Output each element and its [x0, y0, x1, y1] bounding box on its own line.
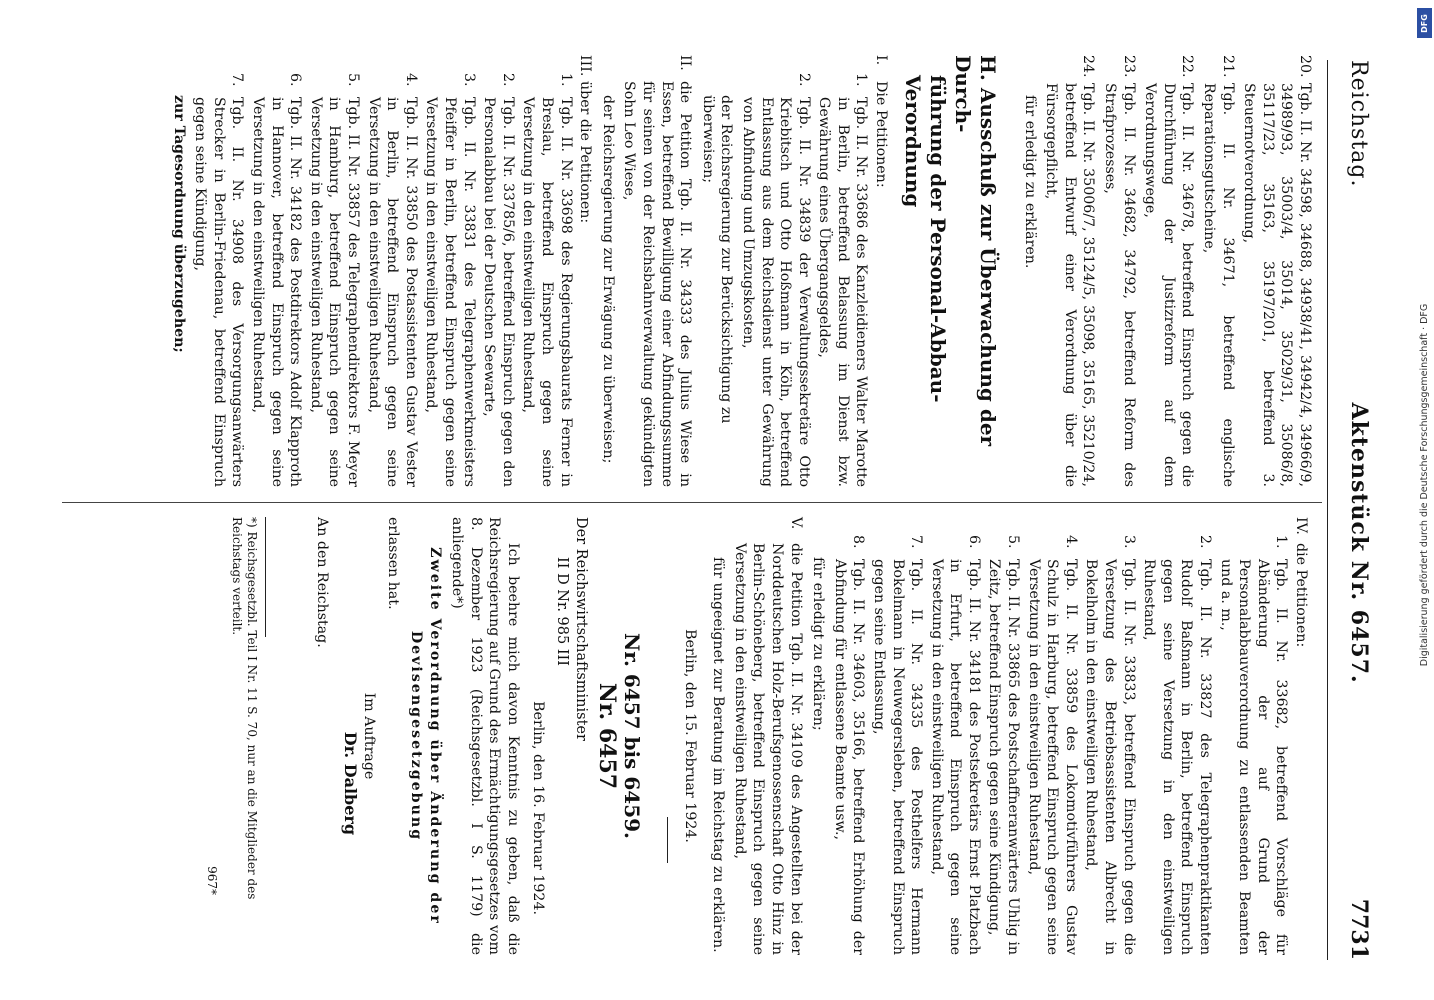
dfg-logo-text: DFG — [1420, 13, 1430, 33]
list-item — [422, 73, 478, 487]
left-column — [166, 55, 1314, 487]
list-item — [985, 535, 1022, 955]
roman-label: Die Petitionen: — [873, 81, 890, 188]
footnote: *) Reichsgesetzbl. Teil I Nr. 11 S. 70, nur an die Mitglieder des Reichstags verteilt. — [230, 517, 260, 900]
decree-title-line: Zweite Verordnung über Änderung der — [426, 547, 443, 925]
item-number: 3. — [460, 73, 477, 87]
body-paragraph-end: erlassen hat. — [385, 517, 402, 610]
item-text: Tgb. II. Nr. 34671, betreffend englische Reparationsgutscheine, — [1201, 83, 1236, 487]
digitization-strip — [1416, 8, 1434, 998]
item-number: 1. — [557, 73, 574, 87]
list-item — [249, 73, 305, 487]
item-text: Tgb. II. Nr. 34603, 35166, betreffend Erhöhung der Abfindung für entlassene Beamte usw., — [831, 559, 867, 955]
item-text: Tgb. II. Nr. 35006/7, 35124/5, 35098, 35165, 35210/24, betreffend Entwurf einer Verordnung über die Fürsorgepflicht, — [1043, 83, 1097, 487]
ministry-block — [553, 517, 590, 955]
roman-label: die Petitionen: — [1293, 543, 1309, 648]
section-heading — [900, 55, 1000, 487]
item-text: Tgb. II. Nr. 33833, betreffend Einspruch gegen die Versetzung des Betriebsassistenten Albrecht in Bokelholm in den einstweiligen Ruhestand, — [1083, 559, 1137, 955]
list-item — [738, 73, 812, 487]
addressee: An den Reichstag. — [313, 517, 330, 648]
item-number: 6. — [965, 535, 982, 549]
ministry-reference: II D Nr. 985 III — [554, 557, 571, 667]
list-item — [364, 73, 420, 487]
item-text: Tgb. II. Nr. 33859 des Lokomotivführers Gustav Schulz in Harburg, betreffend Einspruch gegen seine Versetzung in den einstweiligen Ruhestand, — [1025, 559, 1079, 955]
item-text: Tgb. II. Nr. 34335 des Posthelfers Hermann Bokelmann in Neuwegersleben, betreffend Einspruch gegen seine Entlassung, — [870, 559, 925, 955]
document-number-title: Nr. 6457 — [594, 682, 621, 790]
item-number: 5. — [1005, 535, 1022, 549]
list-item — [1141, 55, 1197, 487]
item-text: Tgb. II. Nr. 33698 des Regierungsbaurats Ferner in Breslau, betreffend Einspruch gegen seine Versetzung in den einstweiligen Ruhestand, — [520, 97, 574, 487]
list-item — [815, 73, 871, 487]
document-range-title: Nr. 6457 bis 6459. — [620, 633, 644, 839]
roman-number: I. — [873, 55, 890, 66]
item-number: 24. — [1080, 55, 1097, 78]
list-item — [1042, 55, 1098, 487]
item-text: Tgb. II. Nr. 34678, betreffend Einspruch gegen die Durchführung der Justizreform auf dem Verordnungswege, — [1142, 83, 1196, 487]
list-item — [480, 73, 517, 487]
decree-title-line: Devisengesetzgebung — [408, 630, 425, 842]
roman-text: die Petition Tgb. II. Nr. 34333 des Julius Wiese in Essen, betreffend Bewilligung einer Abfindungssumme für seinen von der Reichsbahnverwaltung gekündigten Sohn Leo Wiese, — [621, 81, 694, 487]
roman-item — [872, 55, 891, 487]
digitization-credit: Digitalisierung gefördert durch die Deutsche Forschungsgemeinschaft · DFG — [1419, 303, 1430, 667]
resolution-text: für erledigt zu erklären; — [810, 557, 827, 731]
date-line: Berlin, den 16. Februar 1924. — [529, 701, 546, 915]
item-text: Tgb. II. Nr. 33686 des Kanzleidieners Walter Marotte in Berlin, betreffend Belassung im Dienst bzw. Gewährung eines Übergangsgeldes, — [816, 97, 870, 487]
roman-label: über die Petitionen: — [577, 81, 594, 224]
footnote-rule — [265, 517, 266, 637]
roman-text: die Petition Tgb. II. Nr. 34109 des Angestellten bei der Norddeutschen Holz-Berufsgenossenschaft Otto Hinz in Berlin-Schöneberg, betreffend Einspruch gegen seine Versetzung in den einstweiligen Ruhestand, — [731, 543, 804, 955]
list-item — [1082, 535, 1138, 955]
list-item — [869, 535, 925, 955]
date-line: Berlin, den 15. Februar 1924. — [681, 629, 698, 843]
on-behalf-label: Im Auftrage — [360, 692, 377, 780]
item-number: 2. — [1197, 535, 1214, 549]
list-item — [1100, 55, 1137, 487]
column-divider — [62, 502, 1322, 503]
item-number: 2. — [499, 73, 516, 87]
right-column — [203, 517, 1315, 955]
roman-number: IV. — [1293, 517, 1309, 535]
item-text: Tgb. II. Nr. 33865 des Postschaffneranwärters Uhlig in Zeitz, betreffend Einspruch gegen seine Kündigung, — [986, 559, 1022, 955]
list-item — [191, 73, 247, 487]
item-number: 22. — [1179, 55, 1196, 78]
item-number: 1. — [853, 73, 870, 87]
item-number: 4. — [402, 73, 419, 87]
item-text: Tgb. II. Nr. 33850 des Postassistenten Gustav Vester in Berlin, betreffend Einspruch gegen seine Versetzung in den einstweiligen Ruhestand, — [365, 97, 419, 487]
item-text: Tgb. II. Nr. 34181 des Postsekretärs Ernst Platzbach in Erfurt, betreffend Einspruch gegen seine Versetzung in den einstweiligen Ruhestand, — [928, 559, 982, 955]
item-text: Tgb. II. Nr. 33857 des Telegraphendirektors F. Meyer in Hamburg, betreffend Einspruch gegen seine Versetzung in den einstweiligen Ruhestand, — [307, 97, 362, 487]
resolution-text: der Reichsregierung zur Erwägung zu überweisen; — [599, 95, 616, 464]
roman-number: III. — [577, 55, 594, 77]
roman-item — [730, 517, 804, 955]
item-number: 3. — [1120, 535, 1137, 549]
resolution-text: für ungeeignet zur Beratung im Reichstag zu erklären. — [710, 557, 727, 953]
resolution-text: der Reichsregierung zur Berücksichtigung zu überweisen; — [699, 95, 735, 424]
list-item — [1216, 535, 1290, 955]
item-text: Tgb. II. Nr. 34598, 34688, 34938/41, 34942/4, 34966/9, 34989/93, 35003/4, 35014, 35029/31, 35086/8, 35117/23, 35163, 35197/201, betreffend 3. Steuernotverordnung, — [1241, 83, 1313, 487]
item-number: 21. — [1219, 55, 1236, 78]
page-number: 7731 — [1346, 898, 1372, 960]
section-heading-line: H. Ausschuß zur Überwachung der Durch- — [951, 55, 1001, 447]
item-text: Tgb. II. Nr. 34908 des Versorgungsanwärters Strecker in Berlin-Friedenau, betreffend Einspruch gegen seine Kündigung, — [192, 97, 246, 487]
page-header — [1332, 60, 1372, 960]
roman-item — [1291, 517, 1310, 955]
item-number: 7. — [908, 535, 925, 549]
list-item — [830, 535, 867, 955]
list-item — [927, 535, 983, 955]
item-number: 7. — [229, 73, 246, 87]
list-item — [306, 73, 362, 487]
item-text: Tgb. II. Nr. 33831 des Telegraphenwerkmeisters Pfeiffer in Berlin, betreffend Einspruch gegen seine Versetzung in den einstweiligen Ruhestand, — [423, 97, 477, 487]
list-item — [1240, 55, 1314, 487]
list-item — [519, 73, 575, 487]
roman-number: II. — [677, 55, 694, 71]
item-number: 8. — [850, 535, 867, 549]
item-text: Tgb. II. Nr. 33785/6, betreffend Einspruch gegen den Personalabbau bei der Deutschen Seewarte, — [481, 97, 516, 487]
item-text: Tgb. II. Nr. 33682, betreffend Vorschläge für Abänderung der auf Grund der Personalabbauverordnung zu entlassenden Beamten und a. m., — [1217, 559, 1290, 955]
list-item — [1024, 535, 1080, 955]
item-text: Tgb. II. Nr. 34182 des Postdirektors Adolf Klapproth in Hannover, betreffend Einspruch gegen seine Versetzung in den einstweiligen Ruhestand, — [250, 97, 304, 487]
item-text: Tgb. II. Nr. 34682, 34792, betreffend Reform des Strafprozesses, — [1102, 83, 1137, 487]
item-number: 2. — [795, 73, 812, 87]
signature-name: Dr. Dalberg — [341, 731, 361, 835]
item-text: Tgb. II. Nr. 33827 des Telegraphenpraktikanten Rudolf Baßmann in Berlin, betreffend Einspruch gegen seine Versetzung in den einstweiligen Ruhestand, — [1141, 559, 1214, 955]
body-paragraph: Ich beehre mich davon Kenntnis zu geben, daß die Reichsregierung auf Grund des Ermächtigungsgesetzes vom 8. Dezember 1923 (Reichsgesetzbl. I S. 1179) die anliegende*) — [449, 517, 522, 955]
decree-title — [406, 517, 443, 955]
resolution-text: für erledigt zu erklären. — [1021, 95, 1038, 269]
item-number: 23. — [1120, 55, 1137, 78]
header-rule — [1327, 60, 1328, 960]
header-left: Reichstag. — [1346, 60, 1371, 188]
list-item — [1199, 55, 1236, 487]
item-number: 5. — [345, 73, 362, 87]
header-center: Aktenstück Nr. 6457. — [1346, 402, 1372, 684]
signature-rule — [667, 817, 668, 863]
item-number: 1. — [1273, 535, 1290, 549]
roman-item — [576, 55, 595, 487]
page-code: 967* — [205, 866, 220, 895]
item-text: Tgb. II. Nr. 34839 der Verwaltungssekretäre Otto Kriebitsch und Otto Hoßmann in Köln, betreffend Entlassung aus dem Reichsdienst unter Gewährung von Abfindung und Umzugskosten, — [739, 97, 812, 487]
item-number: 4. — [1062, 535, 1079, 549]
roman-item — [620, 55, 694, 487]
item-number: 20. — [1297, 55, 1313, 78]
ministry-name: Der Reichswirtschaftsminister — [572, 517, 589, 741]
item-number: 6. — [287, 73, 304, 87]
resolution-text: zur Tagesordnung überzugehen; — [170, 95, 187, 353]
list-item — [1140, 535, 1214, 955]
roman-number: V. — [787, 517, 804, 530]
section-heading-line: führung der Personal-Abbau-Verordnung — [901, 75, 951, 403]
